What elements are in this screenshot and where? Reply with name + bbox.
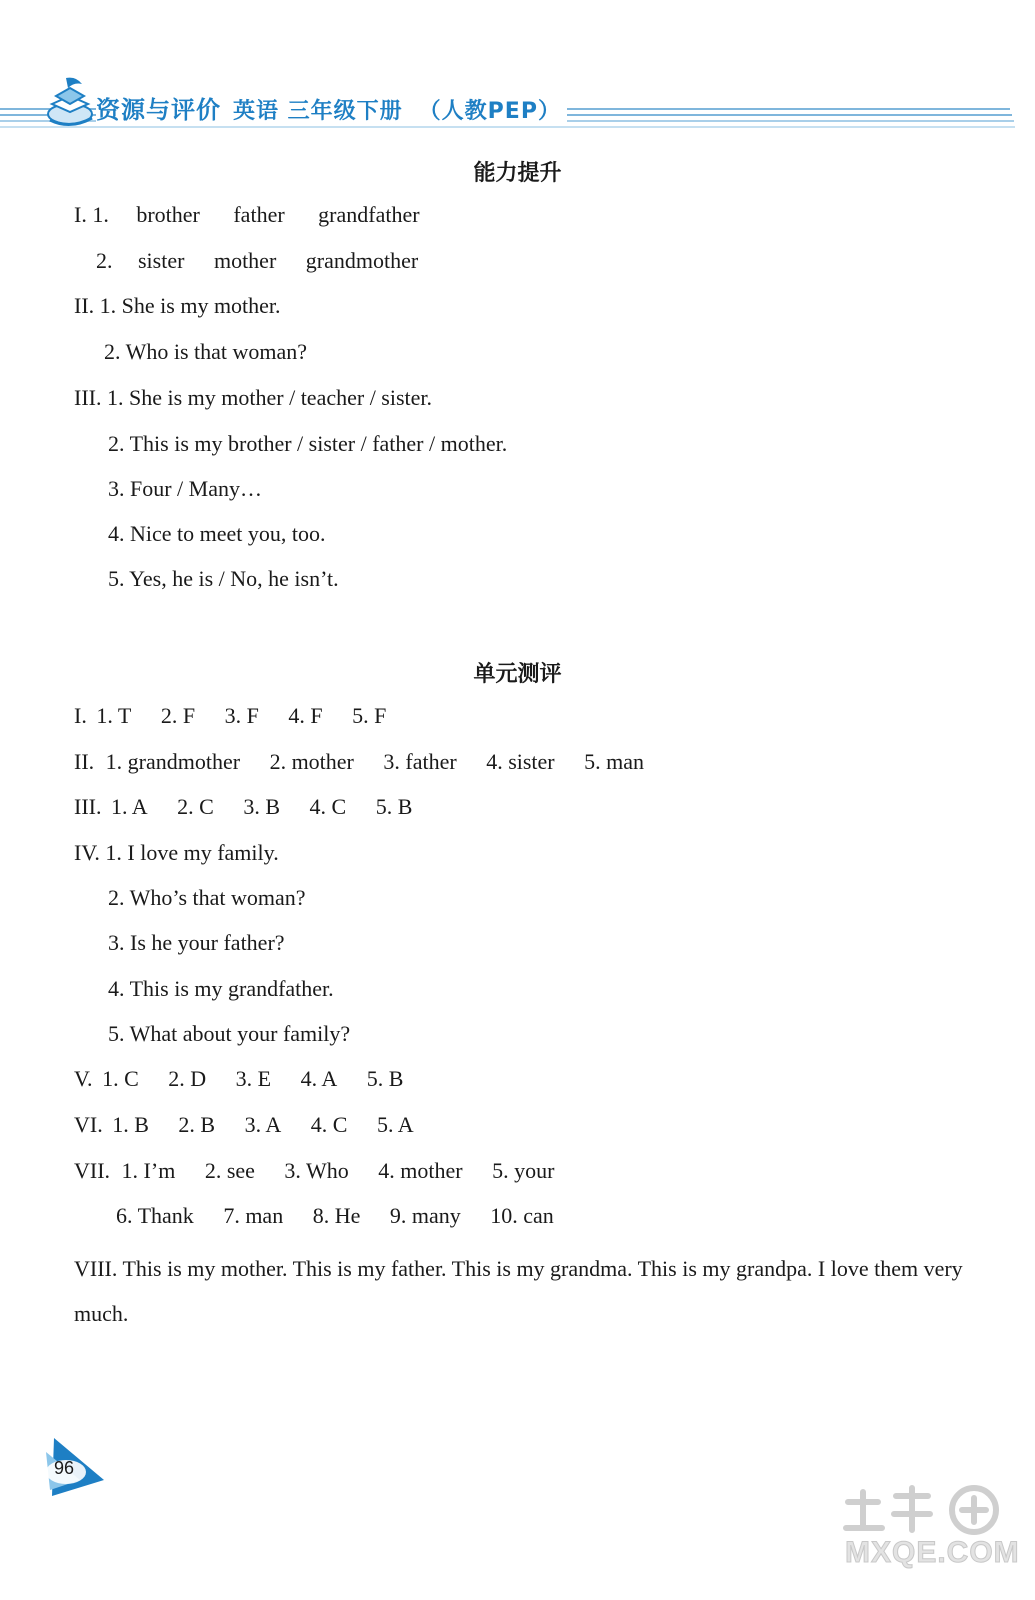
answer-item: 8. He — [312, 1203, 361, 1228]
answer-item: 3. A — [244, 1112, 282, 1137]
question-label: I. 1. — [74, 202, 109, 227]
answer-item: 3. B — [243, 794, 281, 819]
answer-word: father — [233, 202, 285, 227]
answer-item: 1. I’m — [121, 1158, 176, 1183]
answer-item: 2. mother — [269, 749, 354, 774]
answer-item: 1. grandmother — [105, 749, 241, 774]
answer-item: 4. F — [288, 703, 323, 728]
answer-item: 5. F — [352, 703, 387, 728]
answer-item: 4. A — [300, 1066, 338, 1091]
answer-line: 4. This is my grandfather. — [108, 976, 334, 1001]
answer-item: 2. C — [177, 794, 214, 819]
answer-line — [116, 1203, 554, 1229]
question-label: I. — [74, 703, 87, 728]
answer-item: 10. can — [490, 1203, 554, 1228]
question-label: VI. — [74, 1112, 103, 1137]
answer-item: 1. B — [112, 1112, 149, 1137]
answer-item: 2. B — [178, 1112, 216, 1137]
answer-line — [74, 749, 644, 775]
answer-line: 5. Yes, he is / No, he isn’t. — [108, 566, 339, 591]
answer-line: 3. Four / Many… — [108, 476, 262, 501]
question-label: II. — [74, 749, 95, 774]
answer-item: 3. E — [235, 1066, 272, 1091]
header-title — [96, 90, 567, 125]
answer-item: 5. man — [584, 749, 645, 774]
answer-line: 2. Who is that woman? — [104, 339, 308, 364]
header-subject: 英语 三年级下册 — [233, 99, 403, 124]
answer-line — [74, 1066, 403, 1092]
answer-item: 4. C — [310, 1112, 348, 1137]
page-header — [0, 70, 1035, 140]
question-label: VII. — [74, 1158, 111, 1183]
answer-word: mother — [213, 248, 277, 273]
answer-item: 1. T — [96, 703, 132, 728]
answer-word: sister — [138, 248, 185, 273]
answer-line — [74, 202, 420, 228]
answer-item: 2. D — [168, 1066, 207, 1091]
answer-line: II. 1. She is my mother. — [74, 293, 281, 318]
page-number: 96 — [54, 1458, 75, 1478]
answer-line — [74, 794, 412, 820]
question-label: III. — [74, 794, 102, 819]
question-label: 2. — [96, 248, 113, 273]
answer-item: 7. man — [223, 1203, 284, 1228]
section-title-unit-test: 单元测评 — [473, 662, 562, 687]
answer-line: 2. This is my brother / sister / father / mother. — [108, 431, 508, 456]
answer-line: III. 1. She is my mother / teacher / sister. — [74, 385, 433, 410]
answer-line: 3. Is he your father? — [108, 930, 285, 955]
answer-word: grandmother — [305, 248, 419, 273]
answer-line — [96, 248, 418, 274]
book-stack-icon — [46, 74, 94, 130]
header-edition: （人教PEP） — [418, 99, 561, 124]
section-title-ability: 能力提升 — [473, 161, 562, 186]
header-brand: 资源与评价 — [96, 96, 221, 124]
answer-line: 4. Nice to meet you, too. — [108, 521, 326, 546]
answer-word: grandfather — [318, 202, 420, 227]
answer-line: 5. What about your family? — [108, 1021, 351, 1046]
answer-line: 2. Who’s that woman? — [108, 885, 306, 910]
answer-item: 1. A — [110, 794, 148, 819]
answer-item: 5. B — [366, 1066, 404, 1091]
header-rule — [0, 126, 1015, 128]
answer-item: 3. F — [224, 703, 259, 728]
answer-line: IV. 1. I love my family. — [74, 840, 279, 865]
answer-line — [74, 703, 386, 729]
answer-word: brother — [136, 202, 200, 227]
answer-item: 5. your — [492, 1158, 555, 1183]
answer-line — [74, 1158, 554, 1184]
watermark-text: MXQE.COM — [845, 1536, 1020, 1569]
answer-paragraph: VIII. This is my mother. This is my father. This is my grandma. This is my grandpa. I love them very much. — [74, 1256, 963, 1326]
answer-item: 4. sister — [486, 749, 555, 774]
answer-item: 5. A — [376, 1112, 414, 1137]
answer-item: 1. C — [102, 1066, 139, 1091]
answer-line — [74, 1112, 414, 1138]
answer-item: 3. father — [383, 749, 457, 774]
answer-item: 2. F — [160, 703, 196, 728]
answer-item: 4. mother — [378, 1158, 463, 1183]
answer-item: 2. see — [204, 1158, 255, 1183]
answer-item: 4. C — [309, 794, 347, 819]
answer-item: 9. many — [389, 1203, 461, 1228]
answer-item: 5. B — [375, 794, 413, 819]
answer-item: 3. Who — [284, 1158, 349, 1183]
question-label: V. — [74, 1066, 93, 1091]
answer-item: 6. Thank — [116, 1203, 194, 1228]
